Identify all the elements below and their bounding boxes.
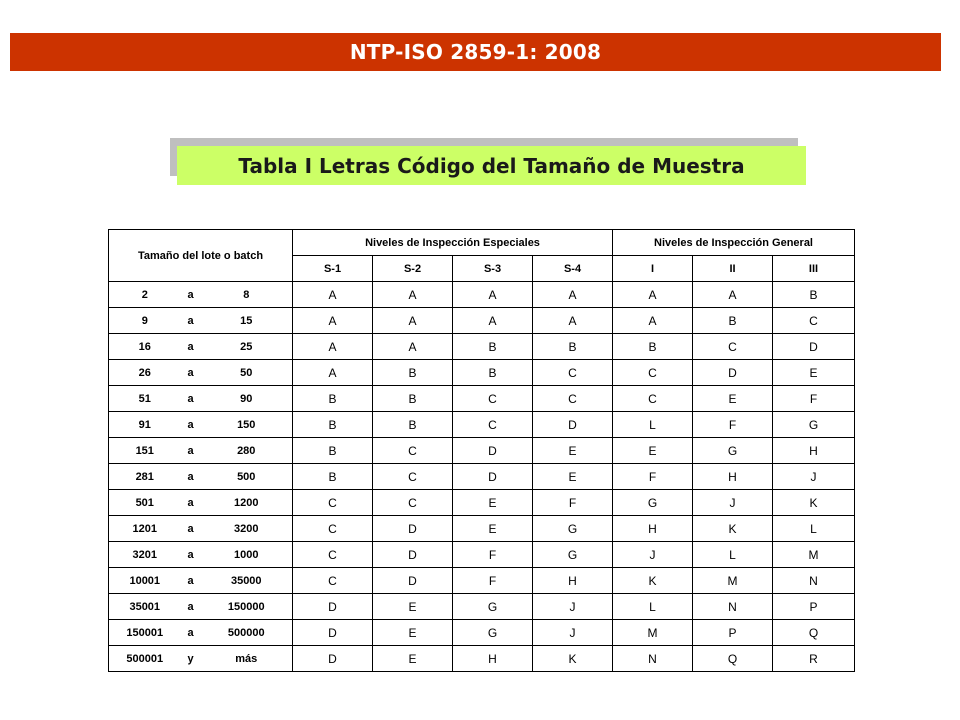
code-letter-cell: C [613,386,693,412]
code-letter-cell: J [533,594,613,620]
code-letter-cell: B [453,334,533,360]
code-letter-cell: G [533,542,613,568]
lot-size-min: 150001 [109,620,181,646]
code-letter-cell: L [613,412,693,438]
code-letter-cell: C [453,412,533,438]
code-letter-cell: G [613,490,693,516]
code-letter-cell: J [773,464,855,490]
code-letter-cell: J [613,542,693,568]
lot-size-min: 26 [109,360,181,386]
table-title: Tabla I Letras Código del Tamaño de Muestra [238,153,745,178]
code-letter-cell: B [613,334,693,360]
table-row [109,516,855,542]
lot-size-min: 10001 [109,568,181,594]
lot-size-separator: y [181,646,201,672]
lot-size-separator: a [181,620,201,646]
code-letter-cell: H [453,646,533,672]
lot-size-min: 151 [109,438,181,464]
table-row [109,542,855,568]
code-letter-cell: H [773,438,855,464]
code-letter-cell: A [373,282,453,308]
code-letter-cell: B [293,464,373,490]
code-letter-cell: C [293,542,373,568]
code-letter-cell: K [773,490,855,516]
code-letter-cell: M [693,568,773,594]
general-levels-header: Niveles de Inspección General [613,230,855,256]
lot-size-max: 1200 [201,490,293,516]
level-header-s3: S-3 [453,256,533,282]
special-levels-header: Niveles de Inspección Especiales [293,230,613,256]
lot-size-min: 501 [109,490,181,516]
code-letter-cell: K [533,646,613,672]
code-letter-cell: E [533,438,613,464]
lot-size-separator: a [181,334,201,360]
lot-size-separator: a [181,568,201,594]
lot-size-max: 150000 [201,594,293,620]
table-row [109,594,855,620]
code-letter-cell: D [293,594,373,620]
lot-size-min: 281 [109,464,181,490]
lot-size-min: 2 [109,282,181,308]
lot-size-separator: a [181,360,201,386]
lot-size-min: 16 [109,334,181,360]
code-letter-cell: G [453,594,533,620]
code-letter-cell: D [293,646,373,672]
lot-size-max: 90 [201,386,293,412]
code-letter-cell: E [373,646,453,672]
level-header-s1: S-1 [293,256,373,282]
code-letter-cell: C [453,386,533,412]
level-header-s2: S-2 [373,256,453,282]
code-letter-cell: F [773,386,855,412]
code-letter-cell: H [613,516,693,542]
header-row-groups [109,230,855,256]
code-letter-cell: D [373,542,453,568]
code-letter-cell: C [693,334,773,360]
table-row [109,490,855,516]
code-letter-cell: N [613,646,693,672]
code-letter-cell: M [613,620,693,646]
level-header-s4: S-4 [533,256,613,282]
lot-size-min: 500001 [109,646,181,672]
lot-size-header: Tamaño del lote o batch [109,230,293,282]
code-letter-cell: G [453,620,533,646]
code-letter-cell: F [613,464,693,490]
code-letter-cell: A [293,360,373,386]
lot-size-separator: a [181,438,201,464]
code-letter-cell: C [533,386,613,412]
code-letter-cell: A [693,282,773,308]
code-letter-cell: G [773,412,855,438]
code-letter-cell: B [773,282,855,308]
code-letter-cell: E [613,438,693,464]
table-row [109,360,855,386]
code-letter-cell: C [373,490,453,516]
code-letter-cell: P [693,620,773,646]
code-letter-cell: B [293,438,373,464]
code-letter-cell: F [453,568,533,594]
table-row [109,412,855,438]
table-row [109,568,855,594]
level-header-iii: III [773,256,855,282]
lot-size-max: 15 [201,308,293,334]
table-row [109,308,855,334]
code-letter-cell: D [533,412,613,438]
lot-size-max: 500 [201,464,293,490]
code-letter-cell: E [373,620,453,646]
code-letter-cell: G [533,516,613,542]
table-row [109,334,855,360]
code-letter-cell: D [453,464,533,490]
code-letter-cell: B [533,334,613,360]
code-letter-cell: A [373,334,453,360]
code-letter-cell: D [693,360,773,386]
code-letter-cell: F [693,412,773,438]
table-row [109,464,855,490]
lot-size-max: 3200 [201,516,293,542]
lot-size-max: 8 [201,282,293,308]
code-letter-cell: Q [693,646,773,672]
code-letter-cell: D [293,620,373,646]
lot-size-max: 50 [201,360,293,386]
lot-size-max: 500000 [201,620,293,646]
code-letter-cell: D [773,334,855,360]
lot-size-max: 280 [201,438,293,464]
code-letter-cell: G [693,438,773,464]
code-letter-cell: D [453,438,533,464]
code-letter-cell: L [773,516,855,542]
table-row [109,386,855,412]
code-letter-cell: J [693,490,773,516]
code-letter-cell: B [373,386,453,412]
lot-size-max: 35000 [201,568,293,594]
lot-size-max: 1000 [201,542,293,568]
code-letter-cell: C [373,464,453,490]
code-letter-cell: E [453,516,533,542]
code-letter-cell: E [533,464,613,490]
lot-size-min: 35001 [109,594,181,620]
lot-size-max: más [201,646,293,672]
code-letter-cell: F [533,490,613,516]
code-letter-cell: A [293,282,373,308]
code-letter-cell: A [613,308,693,334]
code-letter-cell: C [293,568,373,594]
code-letter-cell: D [373,568,453,594]
code-letter-cell: B [293,386,373,412]
code-letter-cell: F [453,542,533,568]
code-letter-cell: R [773,646,855,672]
code-letter-cell: J [533,620,613,646]
lot-size-min: 91 [109,412,181,438]
code-letter-cell: A [453,308,533,334]
subtitle-box [177,146,806,185]
code-letter-cell: E [693,386,773,412]
code-letter-cell: C [613,360,693,386]
code-letter-cell: H [533,568,613,594]
code-letter-cell: A [533,308,613,334]
lot-size-separator: a [181,282,201,308]
table-row [109,282,855,308]
table-row [109,438,855,464]
lot-size-separator: a [181,386,201,412]
lot-size-min: 1201 [109,516,181,542]
lot-size-separator: a [181,594,201,620]
code-letter-cell: C [373,438,453,464]
page-title: NTP-ISO 2859-1: 2008 [349,40,602,64]
lot-size-separator: a [181,464,201,490]
code-letter-cell: C [293,516,373,542]
code-letter-cell: A [373,308,453,334]
lot-size-max: 150 [201,412,293,438]
lot-size-min: 51 [109,386,181,412]
code-letter-cell: B [373,360,453,386]
code-letter-cell: B [373,412,453,438]
code-letter-cell: C [773,308,855,334]
code-letter-cell: Q [773,620,855,646]
code-letter-cell: B [293,412,373,438]
lot-size-separator: a [181,516,201,542]
lot-size-separator: a [181,308,201,334]
lot-size-min: 9 [109,308,181,334]
lot-size-separator: a [181,490,201,516]
code-letter-cell: B [453,360,533,386]
code-letter-cell: L [693,542,773,568]
code-letter-cell: E [373,594,453,620]
table-body [109,282,855,672]
code-letter-cell: L [613,594,693,620]
level-header-ii: II [693,256,773,282]
code-letter-cell: C [533,360,613,386]
code-letter-cell: A [293,334,373,360]
level-header-i: I [613,256,693,282]
code-letter-cell: A [613,282,693,308]
code-letter-cell: B [693,308,773,334]
code-letter-cell: H [693,464,773,490]
code-letter-cell: D [373,516,453,542]
code-letter-cell: E [773,360,855,386]
code-letter-cell: K [613,568,693,594]
code-letter-cell: A [453,282,533,308]
title-banner [10,33,941,71]
lot-size-separator: a [181,542,201,568]
code-letter-cell: K [693,516,773,542]
code-letter-cell: A [533,282,613,308]
table-row [109,646,855,672]
code-letter-cell: A [293,308,373,334]
lot-size-separator: a [181,412,201,438]
code-letter-cell: M [773,542,855,568]
code-letter-cell: P [773,594,855,620]
code-letter-cell: N [693,594,773,620]
code-letter-cell: E [453,490,533,516]
code-letter-cell: N [773,568,855,594]
lot-size-min: 3201 [109,542,181,568]
table-row [109,620,855,646]
code-letter-cell: C [293,490,373,516]
lot-size-max: 25 [201,334,293,360]
sample-size-code-table [108,229,855,672]
